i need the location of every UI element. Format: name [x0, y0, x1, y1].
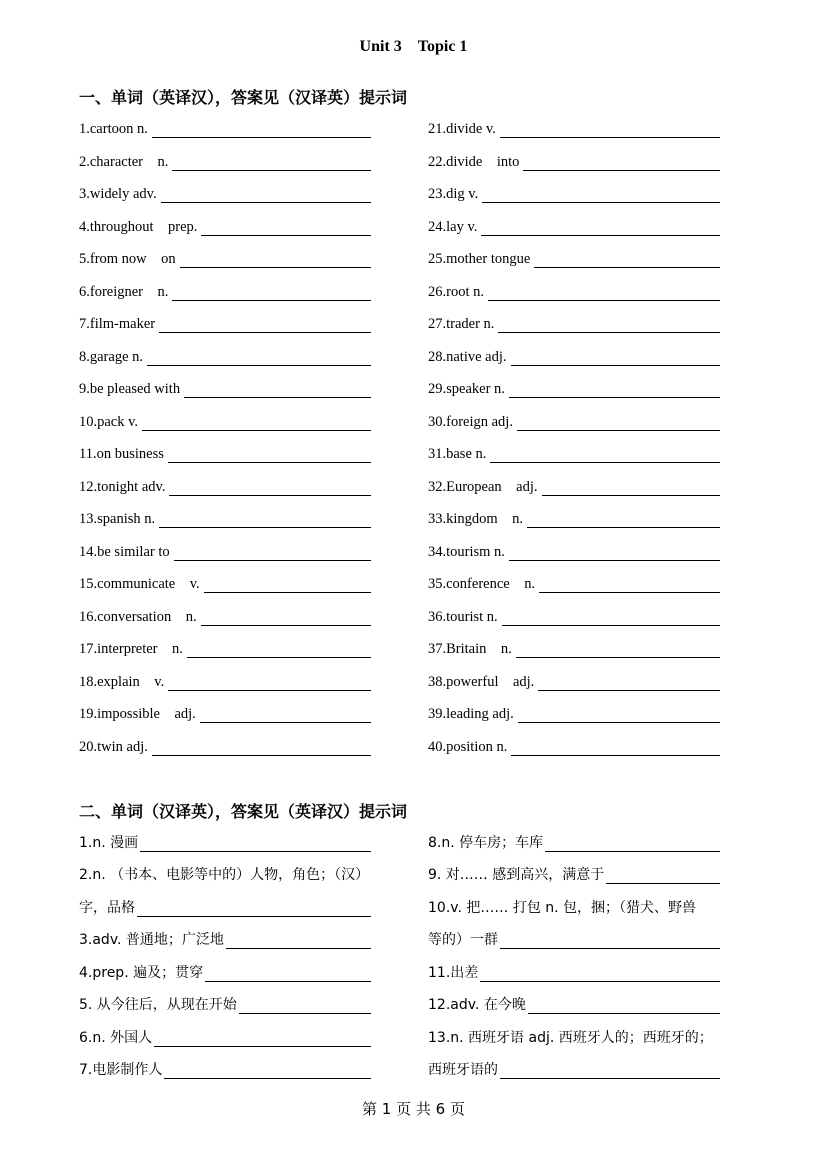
answer-blank[interactable]	[534, 249, 720, 268]
s2-item-8: 8.n. 停车房；车库	[428, 826, 720, 852]
answer-blank[interactable]	[201, 217, 371, 236]
vocab-row	[79, 697, 371, 723]
section2-heading: 二、单词（汉译英），答案见（英译汉）提示词	[79, 802, 408, 821]
vocab-row	[79, 112, 371, 138]
answer-blank[interactable]	[159, 314, 371, 333]
vocab-prompt: 4.throughout prep.	[79, 218, 198, 235]
answer-blank[interactable]	[542, 477, 720, 496]
answer-blank[interactable]	[545, 833, 720, 852]
vocab-row	[79, 600, 371, 626]
vocab-prompt: 15.communicate v.	[79, 576, 200, 592]
answer-blank[interactable]	[490, 444, 720, 463]
vocab-row	[79, 437, 371, 463]
answer-blank[interactable]	[205, 963, 371, 982]
answer-blank[interactable]	[538, 672, 720, 691]
s2-item-13: 13.n. 西班牙语 adj. 西班牙人的；西班牙的；	[428, 1030, 713, 1046]
answer-blank[interactable]	[201, 607, 371, 626]
answer-blank[interactable]	[509, 542, 720, 561]
vocab-row	[79, 145, 371, 171]
vocab-row	[428, 112, 720, 138]
vocab-prompt: 9.be pleased with	[79, 381, 181, 397]
vocab-prompt: 40.position n.	[428, 738, 508, 755]
answer-blank[interactable]	[172, 282, 371, 301]
vocab-row	[79, 372, 371, 398]
answer-blank[interactable]	[502, 607, 720, 626]
answer-blank[interactable]	[516, 639, 720, 658]
answer-blank[interactable]	[226, 930, 371, 949]
vocab-row	[79, 242, 371, 268]
s2-item-6: 6.n. 外国人	[79, 1021, 371, 1047]
answer-blank[interactable]	[200, 704, 371, 723]
vocab-row	[428, 340, 720, 366]
answer-blank[interactable]	[509, 379, 720, 398]
vocab-prompt: 18.explain v.	[79, 673, 165, 690]
answer-blank[interactable]	[152, 119, 371, 138]
vocab-row	[428, 697, 720, 723]
topic-label: Topic 1	[417, 38, 468, 55]
vocab-prompt: 39.leading adj.	[428, 706, 514, 722]
answer-blank[interactable]	[606, 865, 720, 884]
vocab-prompt: 30.foreign adj.	[428, 413, 513, 430]
answer-blank[interactable]	[204, 574, 371, 593]
answer-blank[interactable]	[481, 217, 720, 236]
s2-item-12: 12.adv. 在今晚	[428, 988, 720, 1014]
vocab-row	[428, 145, 720, 171]
vocab-row	[428, 372, 720, 398]
section1-heading: 一、单词（英译汉），答案见（汉译英）提示词	[79, 88, 408, 107]
page-title	[0, 38, 827, 56]
vocab-row	[79, 275, 371, 301]
vocab-row	[428, 275, 720, 301]
vocab-row	[79, 405, 371, 431]
s2-item-9: 9. 对…… 感到高兴，满意于	[428, 858, 720, 884]
vocab-row	[428, 665, 720, 691]
answer-blank[interactable]	[500, 930, 720, 949]
answer-blank[interactable]	[184, 379, 371, 398]
answer-blank[interactable]	[159, 509, 371, 528]
vocab-prompt: 21.divide v.	[428, 121, 496, 137]
answer-blank[interactable]	[528, 995, 720, 1014]
vocab-prompt: 25.mother tongue	[428, 251, 531, 267]
answer-blank[interactable]	[539, 574, 720, 593]
vocab-prompt: 36.tourist n.	[428, 608, 498, 625]
vocab-prompt: 12.tonight adv.	[79, 478, 166, 495]
vocab-prompt: 16.conversation n.	[79, 608, 197, 625]
answer-blank[interactable]	[239, 995, 371, 1014]
vocab-row	[79, 632, 371, 658]
vocab-prompt: 8.garage n.	[79, 348, 144, 365]
answer-blank[interactable]	[147, 347, 371, 366]
answer-blank[interactable]	[169, 477, 371, 496]
vocab-row	[428, 242, 720, 268]
answer-blank[interactable]	[482, 184, 720, 203]
vocab-row	[428, 405, 720, 431]
answer-blank[interactable]	[527, 509, 720, 528]
vocab-row	[79, 567, 371, 593]
vocab-row	[79, 177, 371, 203]
vocab-row	[428, 470, 720, 496]
vocab-prompt: 23.dig v.	[428, 186, 479, 202]
section1-right-column	[428, 112, 720, 762]
vocab-prompt: 7.film-maker	[79, 316, 156, 332]
vocab-prompt: 5.from now on	[79, 251, 176, 267]
vocab-row	[79, 470, 371, 496]
vocab-row	[79, 665, 371, 691]
page-footer: 第 1 页 共 6 页	[362, 1100, 465, 1118]
vocab-prompt: 31.base n.	[428, 446, 487, 462]
vocab-prompt: 28.native adj.	[428, 348, 507, 365]
section1-left-column	[79, 112, 371, 762]
vocab-prompt: 3.widely adv.	[79, 186, 157, 202]
s2-item-10: 10.v. 把…… 打包 n. 包，捆；（猎犬、野兽	[428, 900, 697, 916]
answer-blank[interactable]	[161, 184, 371, 203]
answer-blank[interactable]	[187, 639, 371, 658]
vocab-row	[428, 567, 720, 593]
vocab-row	[79, 210, 371, 236]
vocab-row	[428, 177, 720, 203]
vocab-prompt: 38.powerful adj.	[428, 673, 535, 690]
answer-blank[interactable]	[137, 898, 371, 917]
s2-item-5: 5. 从今往后，从现在开始	[79, 988, 371, 1014]
vocab-prompt: 34.tourism n.	[428, 543, 505, 560]
answer-blank[interactable]	[523, 152, 720, 171]
answer-blank[interactable]	[172, 152, 371, 171]
vocab-prompt: 20.twin adj.	[79, 738, 148, 755]
vocab-row	[79, 730, 371, 756]
vocab-prompt: 35.conference n.	[428, 576, 536, 592]
vocab-prompt: 10.pack v.	[79, 413, 139, 430]
answer-blank[interactable]	[154, 1028, 371, 1047]
vocab-prompt: 6.foreigner n.	[79, 283, 169, 300]
s2-item-4: 4.prep. 遍及；贯穿	[79, 956, 371, 982]
vocab-prompt: 1.cartoon n.	[79, 121, 148, 137]
answer-blank[interactable]	[142, 412, 371, 431]
vocab-prompt: 19.impossible adj.	[79, 706, 196, 722]
vocab-row	[79, 307, 371, 333]
vocab-prompt: 26.root n.	[428, 283, 484, 300]
answer-blank[interactable]	[140, 833, 371, 852]
vocab-prompt: 27.trader n.	[428, 316, 495, 332]
vocab-row	[428, 437, 720, 463]
vocab-prompt: 22.divide into	[428, 153, 520, 170]
answer-blank[interactable]	[164, 1060, 371, 1079]
s2-item-3: 3.adv. 普通地；广泛地	[79, 923, 371, 949]
vocab-prompt: 37.Britain n.	[428, 641, 512, 657]
answer-blank[interactable]	[511, 737, 720, 756]
s2-item-2: 2.n. （书本、电影等中的）人物，角色；（汉）	[79, 867, 370, 883]
vocab-prompt: 2.character n.	[79, 153, 169, 170]
s2-item-1: 1.n. 漫画	[79, 826, 371, 852]
vocab-prompt: 24.lay v.	[428, 218, 478, 235]
vocab-prompt: 29.speaker n.	[428, 381, 505, 397]
vocab-row	[79, 502, 371, 528]
answer-blank[interactable]	[518, 704, 720, 723]
answer-blank[interactable]	[174, 542, 371, 561]
vocab-row	[79, 535, 371, 561]
vocab-row	[428, 600, 720, 626]
vocab-row	[428, 730, 720, 756]
answer-blank[interactable]	[488, 282, 720, 301]
answer-blank[interactable]	[500, 1060, 720, 1079]
s2-item-13-cont: 西班牙语的	[428, 1053, 720, 1079]
answer-blank[interactable]	[168, 672, 371, 691]
vocab-row	[428, 632, 720, 658]
vocab-row	[79, 340, 371, 366]
vocab-row	[428, 210, 720, 236]
answer-blank[interactable]	[180, 249, 371, 268]
vocab-prompt: 33.kingdom n.	[428, 511, 524, 527]
answer-blank[interactable]	[152, 737, 371, 756]
answer-blank[interactable]	[500, 119, 720, 138]
s2-item-2-cont: 字，品格	[79, 891, 371, 917]
vocab-prompt: 17.interpreter n.	[79, 641, 183, 657]
vocab-prompt: 14.be similar to	[79, 543, 170, 560]
vocab-row	[428, 535, 720, 561]
answer-blank[interactable]	[498, 314, 720, 333]
answer-blank[interactable]	[168, 444, 371, 463]
answer-blank[interactable]	[480, 963, 720, 982]
s2-item-10-cont: 等的）一群	[428, 923, 720, 949]
answer-blank[interactable]	[511, 347, 720, 366]
vocab-prompt: 32.European adj.	[428, 478, 538, 495]
s2-item-11: 11.出差	[428, 956, 720, 982]
vocab-prompt: 13.spanish n.	[79, 511, 156, 527]
s2-item-7: 7.电影制作人	[79, 1053, 371, 1079]
vocab-row	[428, 307, 720, 333]
vocab-prompt: 11.on business	[79, 446, 164, 462]
vocab-row	[428, 502, 720, 528]
answer-blank[interactable]	[517, 412, 720, 431]
unit-label: Unit 3	[359, 38, 402, 55]
